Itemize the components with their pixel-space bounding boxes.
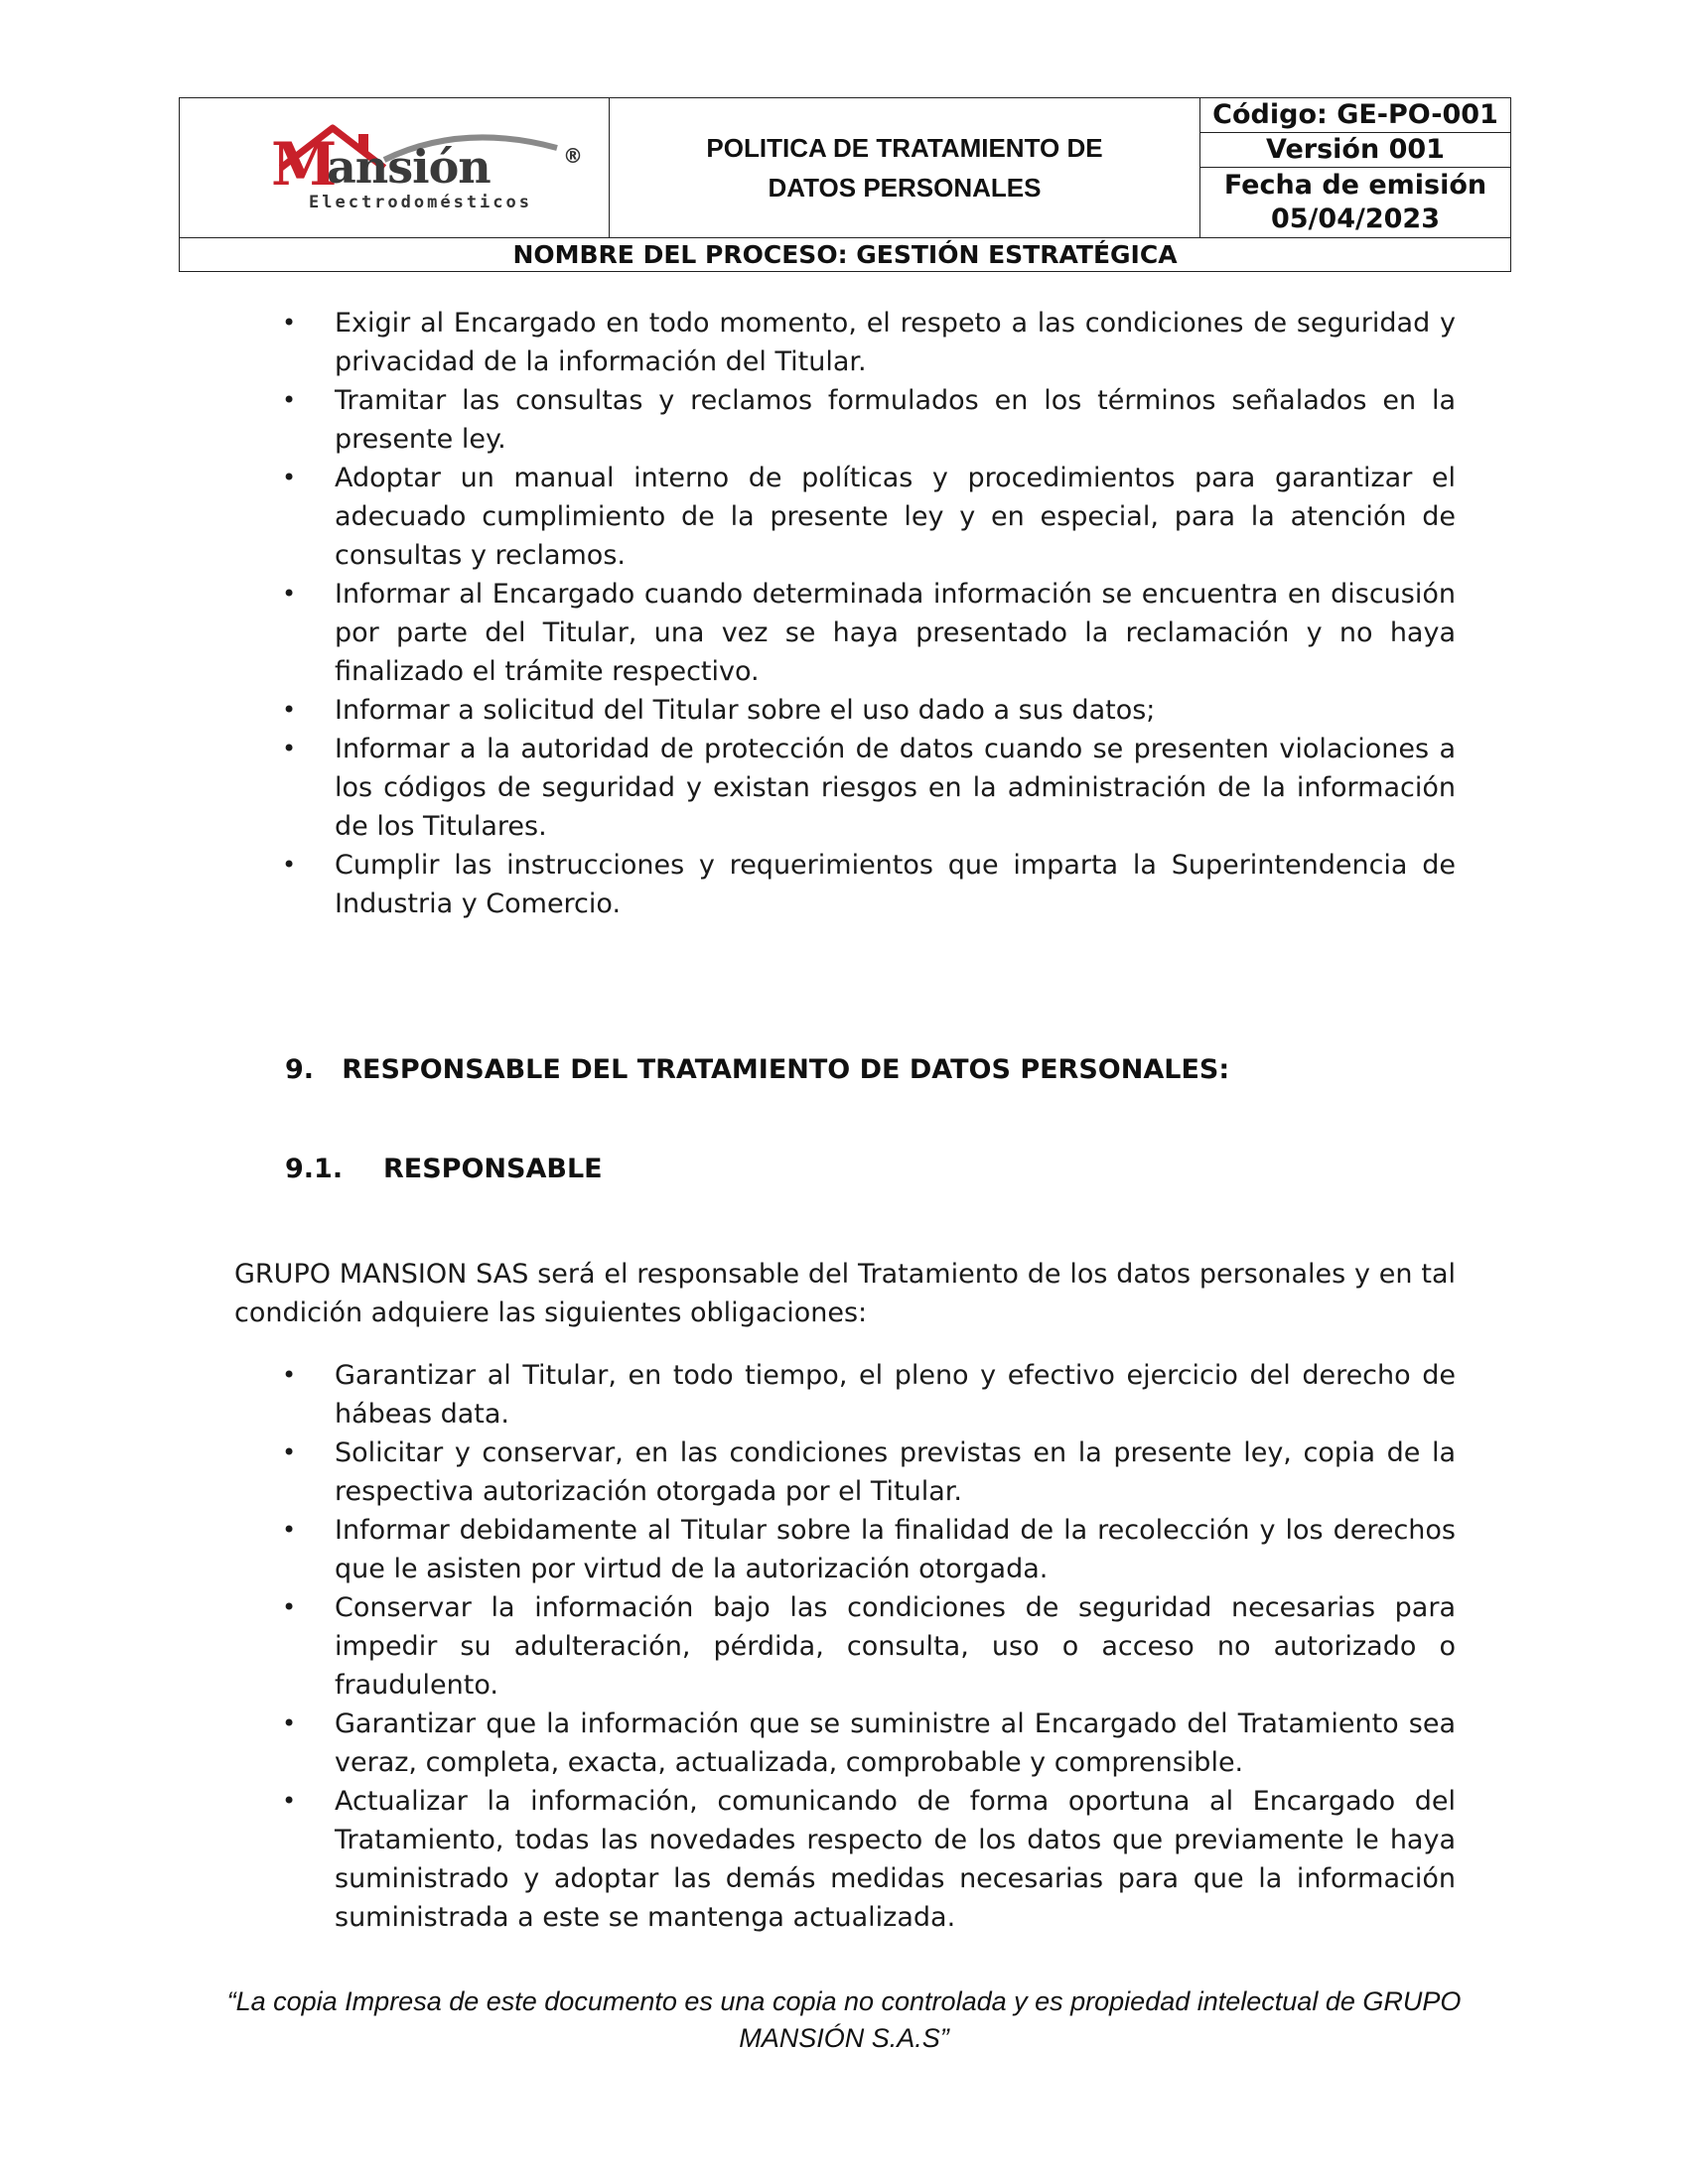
bullet-icon: • — [282, 1438, 297, 1466]
document-meta — [1200, 98, 1510, 237]
subsection-heading: RESPONSABLE — [383, 1154, 603, 1184]
bullet-icon: • — [282, 696, 297, 724]
list-item — [0, 459, 1456, 575]
list-item-text: Exigir al Encargado en todo momento, el respeto a las condiciones de seguridad y privacidad de la información del Titular. — [335, 308, 1456, 377]
list-item — [0, 1782, 1456, 1937]
bullet-icon: • — [282, 580, 297, 608]
list-item — [0, 1433, 1456, 1511]
bullet-icon: • — [282, 1787, 297, 1815]
list-item-text: Informar debidamente al Titular sobre la finalidad de la recolección y los derechos que le asisten por virtud de la autorización otorgada. — [335, 1515, 1456, 1584]
company-logo — [180, 98, 610, 237]
list-item-text: Informar a la autoridad de protección de datos cuando se presenten violaciones a los códigos de seguridad y existan riesgos en la administración de la información de los Titulares. — [335, 734, 1456, 842]
bullet-icon: • — [282, 1709, 297, 1737]
document-title-line2: DATOS PERSONALES — [768, 173, 1042, 203]
list-item — [0, 1356, 1456, 1433]
logo-brand-name: ansión — [327, 140, 491, 194]
section-heading: 9. RESPONSABLE DEL TRATAMIENTO DE DATOS PERSONALES: — [285, 1054, 1230, 1085]
list-item — [0, 846, 1456, 923]
obligations-list-bottom — [0, 1356, 1688, 1937]
section-intro-paragraph: GRUPO MANSION SAS será el responsable del Tratamiento de los datos personales y en tal condición adquiere las siguientes obligaciones: — [234, 1259, 1456, 1328]
process-name: NOMBRE DEL PROCESO: GESTIÓN ESTRATÉGICA — [512, 240, 1178, 269]
list-item — [0, 1705, 1456, 1782]
list-item-text: Adoptar un manual interno de políticas y procedimientos para garantizar el adecuado cumplimiento de la presente ley y en especial, para la atención de consultas y reclamos. — [335, 463, 1456, 571]
list-item-text: Informar a solicitud del Titular sobre el uso dado a sus datos; — [335, 695, 1156, 726]
document-version: Versión 001 — [1200, 133, 1510, 168]
bullet-icon: • — [282, 386, 297, 414]
list-item — [0, 381, 1456, 459]
list-item-text: Garantizar al Titular, en todo tiempo, el pleno y efectivo ejercicio del derecho de hábeas data. — [335, 1360, 1456, 1430]
issue-date-value: 05/04/2023 — [1270, 204, 1440, 234]
obligations-list-top — [0, 304, 1688, 923]
list-item — [0, 575, 1456, 691]
list-item-text: Cumplir las instrucciones y requerimientos que imparta la Superintendencia de Industria y Comercio. — [335, 850, 1456, 919]
subsection-number: 9.1. — [285, 1154, 344, 1184]
bullet-icon: • — [282, 464, 297, 491]
footer-line2: MANSIÓN S.A.S” — [739, 2023, 949, 2053]
list-item-text: Informar al Encargado cuando determinada información se encuentra en discusión por parte del Titular, una vez se haya presentado la reclamación y no haya finalizado el trámite respectivo. — [335, 579, 1456, 687]
bullet-icon: • — [282, 1516, 297, 1544]
document-title — [610, 98, 1200, 237]
bullet-icon: • — [282, 851, 297, 879]
bullet-icon: • — [282, 1593, 297, 1621]
page-footer — [199, 1983, 1489, 2057]
list-item-text: Actualizar la información, comunicando de forma oportuna al Encargado del Tratamiento, todas las novedades respecto de los datos que previamente le haya suministrado y adoptar las demás medidas necesarias para que la información suministrada a este se mantenga actualizada. — [335, 1786, 1456, 1933]
bullet-icon: • — [282, 1361, 297, 1389]
header-top-row — [180, 98, 1510, 238]
document-code: Código: GE-PO-001 — [1200, 98, 1510, 133]
list-item-text: Garantizar que la información que se suministre al Encargado del Tratamiento sea veraz, completa, exacta, actualizada, comprobable y comprensible. — [335, 1708, 1456, 1778]
list-item-text: Solicitar y conservar, en las condiciones previstas en la presente ley, copia de la respectiva autorización otorgada por el Titular. — [335, 1437, 1456, 1507]
list-item — [0, 730, 1456, 846]
document-title-line1: POLITICA DE TRATAMIENTO DE — [706, 133, 1103, 163]
logo-initial: M — [271, 130, 338, 200]
registered-mark: ® — [563, 144, 583, 168]
logo-tagline: Electrodomésticos — [309, 193, 532, 212]
issue-date-cell — [1200, 168, 1510, 237]
list-item — [0, 1511, 1456, 1588]
list-item — [0, 1588, 1456, 1705]
bullet-icon: • — [282, 735, 297, 762]
footer-line1: “La copia Impresa de este documento es una copia no controlada y es propiedad intelectual de GRUPO — [226, 1986, 1462, 2016]
issue-date-label: Fecha de emisión — [1223, 170, 1487, 201]
list-item — [0, 691, 1456, 730]
list-item-text: Conservar la información bajo las condiciones de seguridad necesarias para impedir su adulteración, pérdida, consulta, uso o acceso no autorizado o fraudulento. — [335, 1592, 1456, 1701]
list-item — [0, 304, 1456, 381]
document-header-table — [179, 97, 1511, 272]
bullet-icon: • — [282, 309, 297, 337]
list-item-text: Tramitar las consultas y reclamos formulados en los términos señalados en la presente ley. — [335, 385, 1456, 455]
